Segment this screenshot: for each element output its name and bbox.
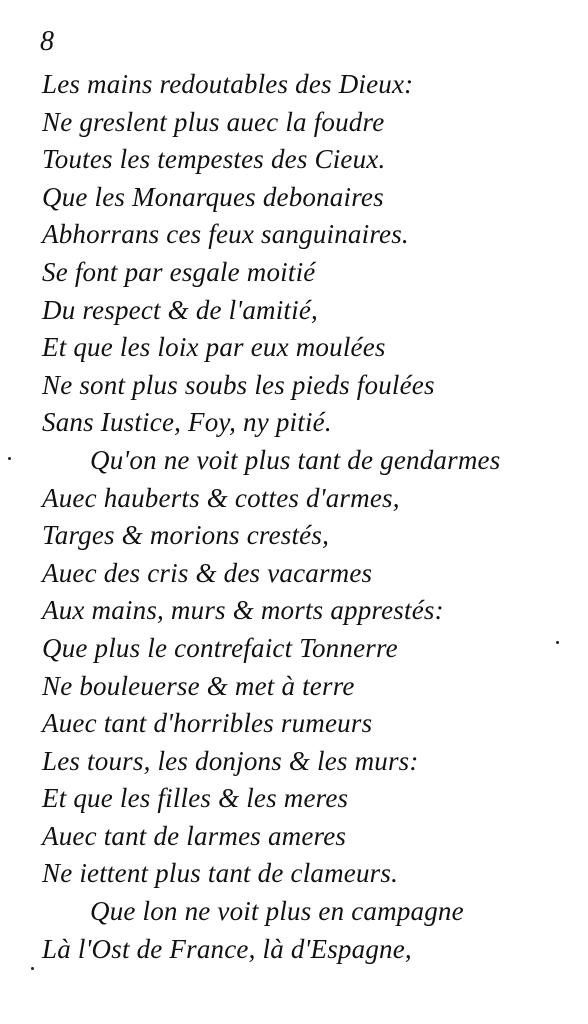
ink-speck [556,641,559,644]
ink-speck [8,457,11,460]
verse-line: Qu'on ne voit plus tant de gendarmes [90,444,501,475]
verse-line: Aux mains, murs & morts apprestés: [42,595,444,626]
verse-line: Auec tant d'horribles rumeurs [42,708,373,739]
verse-line: Auec tant de larmes ameres [42,820,347,851]
verse-line: Auec hauberts & cottes d'armes, [42,482,400,513]
verse-line: Et que les filles & les meres [42,783,349,814]
verse-line: Là l'Ost de France, là d'Espagne, [42,933,412,964]
poem-text [0,66,588,968]
verse-line: Sans Iustice, Foy, ny pitié. [42,407,332,438]
ink-speck [31,967,34,970]
verse-line: Se font par esgale moitié [42,256,316,287]
verse-line: Que lon ne voit plus en campagne [90,896,464,927]
verse-line: Ne sont plus soubs les pieds foulées [42,369,435,400]
verse-line: Ne bouleuerse & met à terre [42,670,355,701]
verse-line: Toutes les tempestes des Cieux. [42,144,386,175]
verse-line: Les mains redoutables des Dieux: [42,69,414,99]
verse-line: Abhorrans ces feux sanguinaires. [42,219,409,250]
verse-line: Auec des cris & des vacarmes [42,557,373,588]
verse-line: Du respect & de l'amitié, [42,294,318,325]
verse-line: Les tours, les donjons & les murs: [42,745,419,776]
verse-line: Que plus le contrefaict Tonnerre [42,632,398,663]
page-number: 8 [40,26,54,57]
verse-line: Ne greslent plus auec la foudre [42,106,385,137]
verse-line: Targes & morions crestés, [42,520,330,551]
verse-line: Que les Monarques debonaires [42,181,384,212]
verse-line: Ne iettent plus tant de clameurs. [42,858,399,889]
verse-line: Et que les loix par eux moulées [42,332,386,363]
